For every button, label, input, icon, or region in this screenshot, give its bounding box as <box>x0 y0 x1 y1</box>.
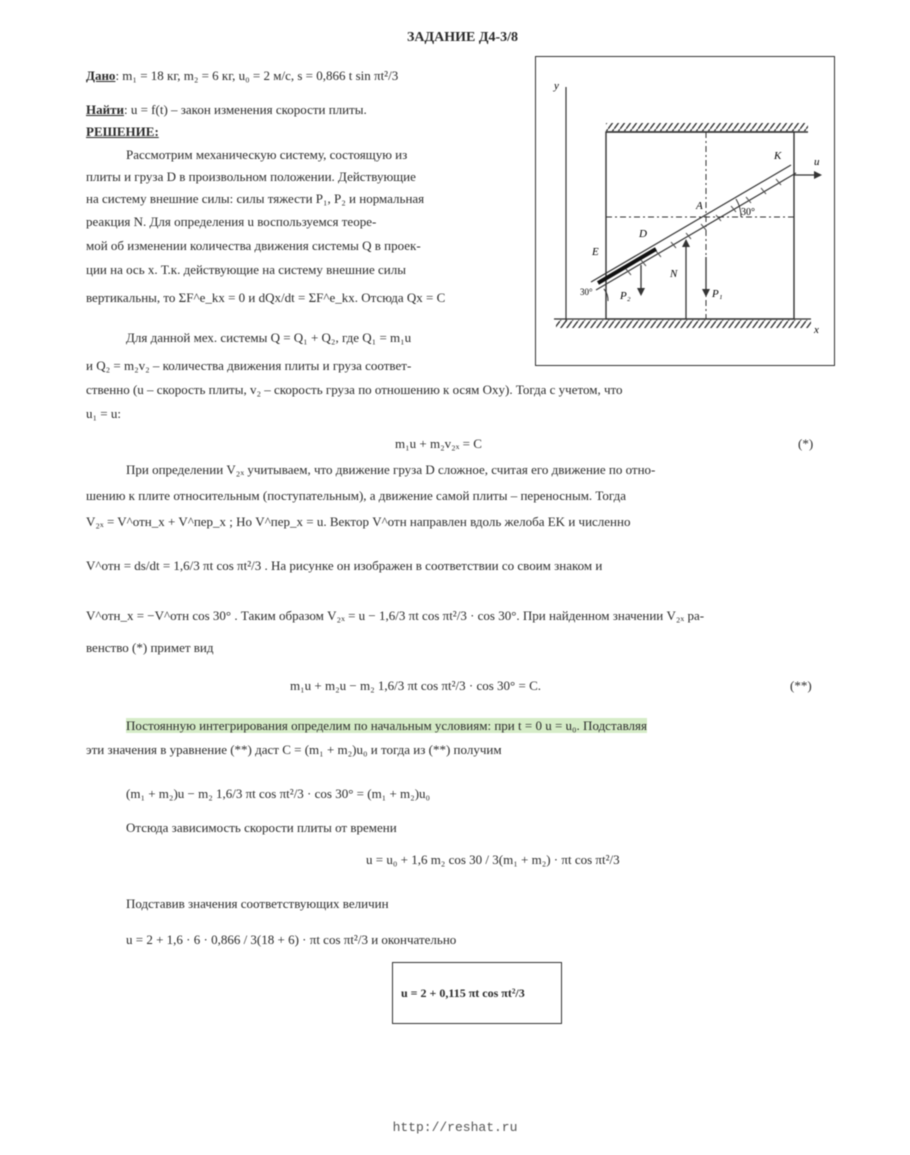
p2-line: u₁ = u: <box>86 406 121 421</box>
find-line <box>86 102 367 118</box>
equation-3: (m₁ + m₂)u − m₂ 1,6/3 πt cos πt²/3 · cos 30° = (m₁ + m₂)u₀ <box>126 786 431 801</box>
answer-box <box>392 962 562 1024</box>
task-title: ЗАДАНИЕ Д4-3/8 <box>406 30 519 45</box>
p1-line: плиты и груза D в произвольном положении. Действующие <box>86 169 416 184</box>
p2-line: Для данной мех. системы Q = Q₁ + Q₂, где Q₁ = m₁u <box>126 330 412 345</box>
label-a: A <box>696 200 703 212</box>
equation-1-tag: (*) <box>798 436 814 451</box>
mechanism-figure <box>535 56 835 366</box>
p1-arrowhead <box>702 289 710 297</box>
p2-line: и Q₂ = m₂v₂ – количества движения плиты и груза соответ- <box>86 358 412 373</box>
p1-line: вертикальны, то ΣF^e_kx = 0 и dQx/dt = ΣF^e_kx. Отсюда Qx = C <box>86 290 446 305</box>
label-angle-lower: 30° <box>580 287 593 297</box>
p3-line: При определении V₂ₓ учитываем, что движение груза D сложное, считая его движение по отно- <box>126 462 656 477</box>
p3-line: шению к плите относительным (поступательным), а движение самой плиты – переносным. Тогда <box>86 488 626 503</box>
given-line <box>86 68 398 84</box>
p2-arrowhead <box>637 288 645 296</box>
n-arrowhead <box>682 239 690 247</box>
label-e: E <box>592 246 599 258</box>
p1-line: на систему внешние силы: силы тяжести P₁, P₂ и нормальная <box>86 191 425 206</box>
find-text: : u = f(t) – закон изменения скорости плиты. <box>123 102 367 117</box>
p3-line: V^отн_x = −V^отн cos 30° . Таким образом V₂ₓ = u − 1,6/3 πt cos πt²/3 · cos 30°. При найденном значении V₂ₓ ра- <box>86 608 705 623</box>
footer-url: http://reshat.ru <box>392 1120 518 1135</box>
p3-line: V₂ₓ = V^отн_x + V^пер_x ; Но V^пер_x = u. Вектор V^отн направлен вдоль желоба EK и численно <box>86 514 631 529</box>
equation-1: m₁u + m₂v₂ₓ = C <box>395 436 482 451</box>
floor-hatch <box>556 320 811 328</box>
label-p2: P₂ <box>620 290 631 302</box>
p1-line: реакция N. Для определения u воспользуемся теоре- <box>86 214 377 229</box>
label-x: x <box>814 324 819 336</box>
p1-line: Рассмотрим механическую систему, состоящую из <box>126 147 408 162</box>
equation-5: u = 2 + 1,6 · 6 · 0,866 / 3(18 + 6) · πt cos πt²/3 и окончательно <box>126 932 457 947</box>
p4-line <box>126 718 647 734</box>
label-u: u <box>814 156 820 168</box>
given-text: : m₁ = 18 кг, m₂ = 6 кг, u₀ = 2 м/с, s = 0,866 t sin πt²/3 <box>115 68 399 83</box>
answer-text: u = 2 + 0,115 πt cos πt²/3 <box>401 986 525 1000</box>
plate <box>606 132 794 319</box>
label-y: y <box>554 80 559 92</box>
label-angle: 30° <box>741 207 755 218</box>
p5-line: Отсюда зависимость скорости плиты от времени <box>126 820 397 835</box>
ceiling-hatch <box>606 123 808 131</box>
solution-label: РЕШЕНИЕ: <box>86 124 159 139</box>
label-k: K <box>774 150 782 162</box>
u-arrowhead <box>814 171 822 179</box>
mechanism-diagram <box>536 57 834 365</box>
p4-text: Постоянную интегрирования определим по начальным условиям: при t = 0 u = u₀. Подставляя <box>126 718 647 733</box>
p1-line: мой об изменении количества движения системы Q в проек- <box>86 238 421 253</box>
given-label: Дано <box>86 68 116 83</box>
equation-2-tag: (**) <box>790 678 812 693</box>
p3-line: V^отн = ds/dt = 1,6/3 πt cos πt²/3 . На рисунке он изображен в соответствии со своим знаком и <box>86 558 603 573</box>
equation-2: m₁u + m₂u − m₂ 1,6/3 πt cos πt²/3 · cos 30° = C. <box>290 678 542 693</box>
p3-line: венство (*) примет вид <box>86 640 214 655</box>
p6-line: Подставив значения соответствующих величин <box>126 896 389 911</box>
p2-line: ственно (u – скорость плиты, v₂ – скорость груза по отношению к осям Oxy). Тогда с учетом, что <box>86 382 623 397</box>
p1-line: ции на ось x. Т.к. действующие на систему внешние силы <box>86 262 406 277</box>
p4-line: эти значения в уравнение (**) даст C = (m₁ + m₂)u₀ и тогда из (**) получим <box>86 742 502 757</box>
label-n: N <box>670 268 678 280</box>
equation-4: u = u₀ + 1,6 m₂ cos 30 / 3(m₁ + m₂) · πt cos πt²/3 <box>366 852 620 867</box>
find-label: Найти <box>86 102 124 117</box>
label-p1: P₁ <box>712 288 723 300</box>
groove-hatch <box>626 179 781 275</box>
groove-edge-bottom <box>596 173 796 290</box>
groove-edge-top <box>591 165 791 282</box>
label-d: D <box>639 228 647 240</box>
load-d <box>598 249 656 283</box>
